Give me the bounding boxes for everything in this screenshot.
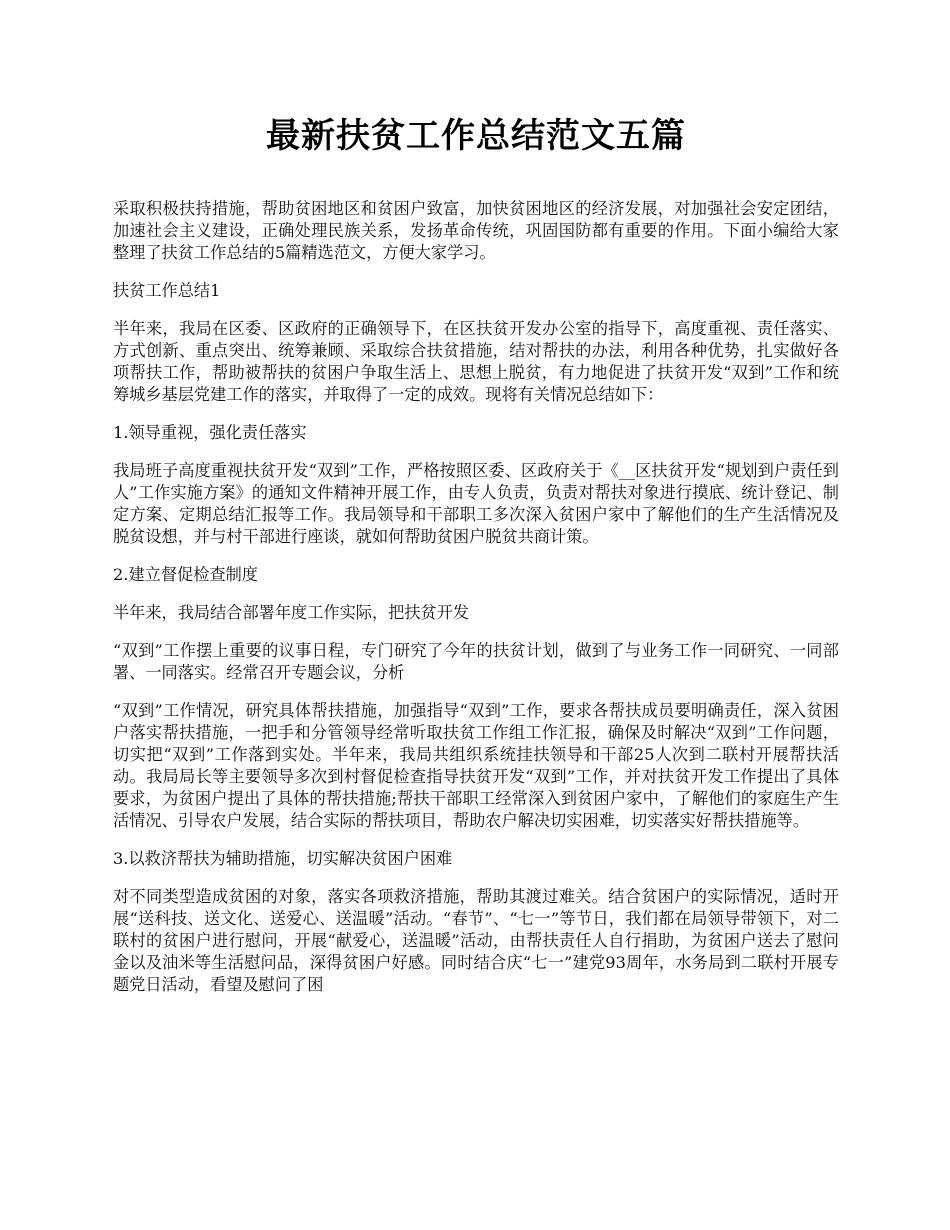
document-page: [113, 112, 839, 1012]
subsection-heading: 3.以救济帮扶为辅助措施，切实解决贫困户困难: [113, 849, 453, 868]
subsection-heading: 1.领导重视，强化责任落实: [113, 423, 307, 442]
body-paragraph: 我局班子高度重视扶贫开发“双到”工作，严格按照区委、区政府关于《__区扶贫开发“规划到户责任到人”工作实施方案》的通知文件精神开展工作，由专人负责，负责对帮扶对象进行摸底、统计登记、制定方案、定期总结汇报等工作。我局领导和干部职工多次深入贫困户家中了解他们的生产生活情况及脱贫设想，并与村干部进行座谈，就如何帮助贫困户脱贫共商计策。: [113, 461, 839, 546]
body-paragraph: 对不同类型造成贫困的对象，落实各项救济措施，帮助其渡过难关。结合贫困户的实际情况，适时开展“送科技、送文化、送爱心、送温暖”活动。“春节”、“七一”等节日，我们都在局领导带领下，对二联村的贫困户进行慰问，开展“献爱心，送温暖”活动，由帮扶责任人自行捐助，为贫困户送去了慰问金以及油米等生活慰问品，深得贫困户好感。同时结合庆“七一”建党93周年，水务局到二联村开展专题党日活动，看望及慰问了困: [113, 887, 839, 994]
document-title: 最新扶贫工作总结范文五篇: [266, 116, 686, 156]
section-heading: 扶贫工作总结1: [113, 281, 221, 300]
subsection-heading: 2.建立督促检查制度: [113, 565, 258, 584]
body-paragraph: 半年来，我局结合部署年度工作实际，把扶贫开发: [113, 603, 470, 622]
body-paragraph: 半年来，我局在区委、区政府的正确领导下，在区扶贫开发办公室的指导下，高度重视、责任落实、方式创新、重点突出、统筹兼顾、采取综合扶贫措施，结对帮扶的办法，利用各种优势，扎实做好各项帮扶工作，帮助被帮扶的贫困户争取生活上、思想上脱贫，有力地促进了扶贫开发“双到”工作和统筹城乡基层党建工作的落实，并取得了一定的成效。现将有关情况总结如下：: [113, 319, 839, 404]
body-paragraph: “双到”工作情况，研究具体帮扶措施，加强指导“双到”工作，要求各帮扶成员要明确责任，深入贫困户落实帮扶措施，一把手和分管领导经常听取扶贫工作组工作汇报，确保及时解决“双到”工作问题，切实把“双到”工作落到实处。半年来，我局共组织系统挂扶领导和干部25人次到二联村开展帮扶活动。我局局长等主要领导多次到村督促检查指导扶贫开发“双到”工作，并对扶贫开发工作提出了具体要求，为贫困户提出了具体的帮扶措施;帮扶干部职工经常深入到贫困户家中，了解他们的家庭生产生活情况、引导农户发展，结合实际的帮扶项目，帮助农户解决切实困难，切实落实好帮扶措施等。: [113, 701, 839, 830]
body-paragraph: “双到”工作摆上重要的议事日程，专门研究了今年的扶贫计划，做到了与业务工作一同研究、一同部署、一同落实。经常召开专题会议，分析: [113, 641, 839, 682]
intro-paragraph: 采取积极扶持措施，帮助贫困地区和贫困户致富，加快贫困地区的经济发展，对加强社会安定团结，加速社会主义建设，正确处理民族关系，发扬革命传统，巩固国防都有重要的作用。下面小编给大家整理了扶贫工作总结的5篇精选范文，方便大家学习。: [113, 199, 839, 262]
